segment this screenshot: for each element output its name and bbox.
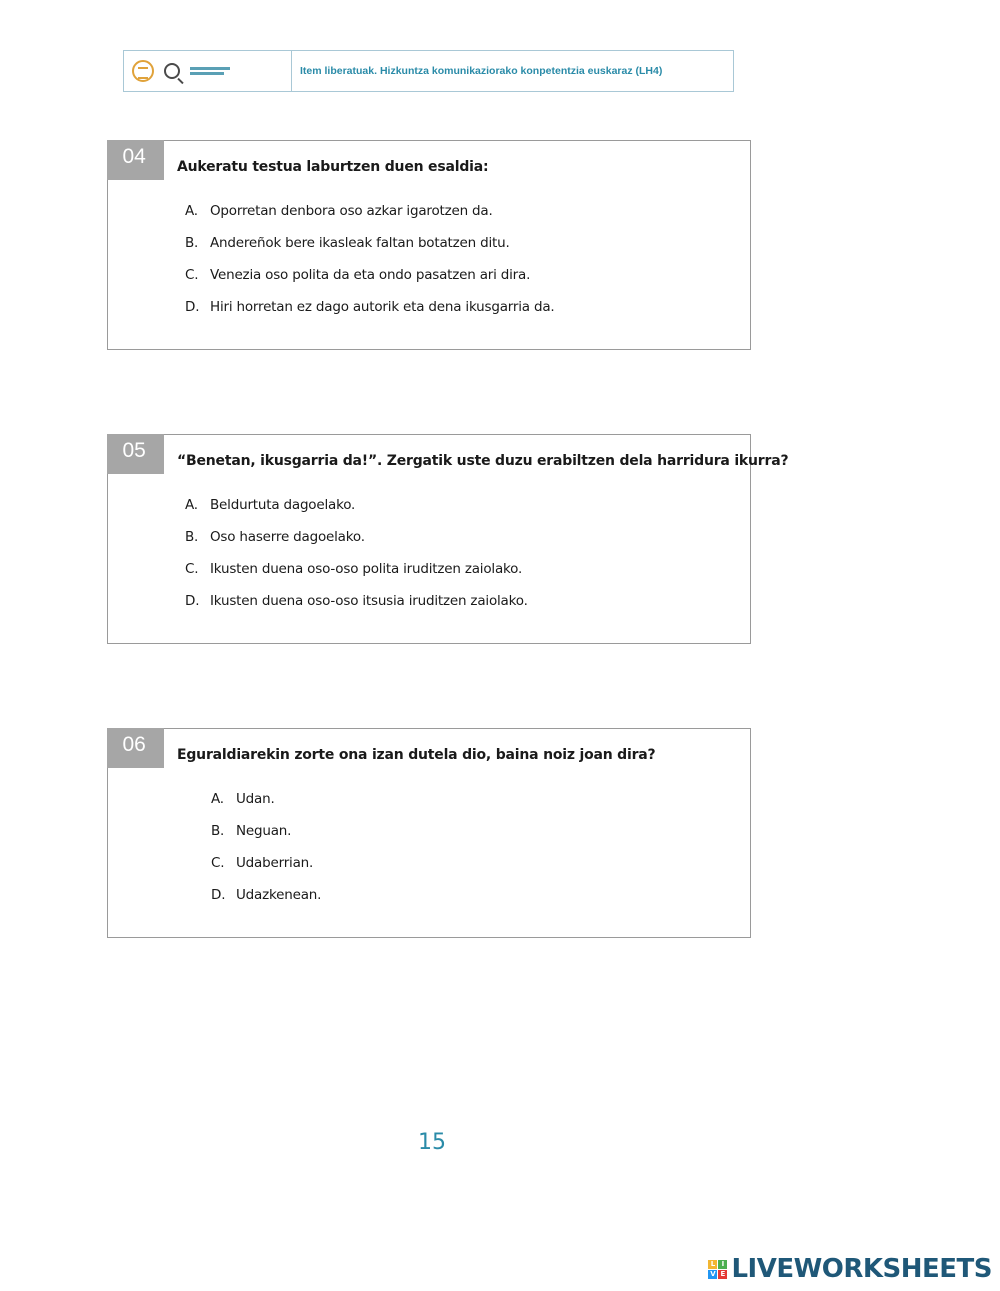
option-letter: D. — [211, 887, 226, 903]
option-letter: C. — [211, 855, 225, 871]
document-header — [123, 50, 734, 92]
answer-options — [185, 497, 528, 625]
answer-option[interactable] — [185, 235, 555, 267]
answer-option[interactable] — [211, 823, 321, 855]
option-text: Neguan. — [236, 823, 292, 839]
logo-tile: V — [710, 1269, 716, 1278]
option-letter: A. — [185, 497, 198, 513]
logo-tile: E — [718, 1270, 727, 1279]
option-letter: A. — [211, 791, 224, 807]
logo-tile: I — [718, 1260, 727, 1269]
option-text: Ikusten duena oso-oso polita iruditzen zaiolako. — [210, 561, 523, 577]
option-text: Udaberrian. — [236, 855, 314, 871]
liveworksheets-logo-icon — [708, 1260, 727, 1279]
answer-option[interactable] — [185, 267, 555, 299]
option-letter: D. — [185, 299, 200, 315]
answer-option[interactable] — [211, 791, 321, 823]
header-logos — [124, 51, 292, 91]
option-letter: A. — [185, 203, 198, 219]
page-number: 15 — [418, 1130, 446, 1155]
answer-option[interactable] — [185, 497, 528, 529]
question-number: 04 — [107, 140, 164, 180]
option-letter: B. — [185, 235, 199, 251]
option-text: Udan. — [236, 791, 275, 807]
logo-wordmark — [190, 67, 230, 75]
answer-options — [185, 203, 555, 331]
magnifier-logo-icon — [164, 63, 180, 79]
option-text: Andereñok bere ikasleak faltan botatzen ditu. — [210, 235, 510, 251]
header-title: Item liberatuak. Hizkuntza komunikaziorako konpetentzia euskaraz (LH4) — [300, 65, 663, 77]
option-text: Venezia oso polita da eta ondo pasatzen ari dira. — [210, 267, 531, 283]
option-text: Beldurtuta dagoelako. — [210, 497, 356, 513]
answer-option[interactable] — [185, 561, 528, 593]
option-text: Hiri horretan ez dago autorik eta dena ikusgarria da. — [210, 299, 555, 315]
question-text: “Benetan, ikusgarria da!”. Zergatik uste duzu erabiltzen dela harridura ikurra? — [177, 453, 789, 469]
question-block — [107, 728, 751, 938]
brand-name: LIVEWORKSHEETS — [731, 1254, 992, 1284]
option-letter: D. — [185, 593, 200, 609]
question-number: 05 — [107, 434, 164, 474]
option-text: Udazkenean. — [236, 887, 322, 903]
option-text: Ikusten duena oso-oso itsusia iruditzen zaiolako. — [210, 593, 528, 609]
option-letter: B. — [211, 823, 225, 839]
question-number: 06 — [107, 728, 164, 768]
option-letter: C. — [185, 267, 199, 283]
question-block — [107, 140, 751, 350]
answer-option[interactable] — [211, 855, 321, 887]
institution-logo-icon — [132, 60, 154, 82]
answer-option[interactable] — [185, 203, 555, 235]
question-text: Aukeratu testua laburtzen duen esaldia: — [177, 159, 489, 175]
option-text: Oso haserre dagoelako. — [210, 529, 365, 545]
option-letter: B. — [185, 529, 199, 545]
answer-option[interactable] — [185, 299, 555, 331]
option-letter: C. — [185, 561, 199, 577]
question-text: Eguraldiarekin zorte ona izan dutela dio, baina noiz joan dira? — [177, 747, 656, 763]
liveworksheets-brand[interactable] — [708, 1254, 992, 1284]
answer-options — [211, 791, 321, 919]
option-text: Oporretan denbora oso azkar igarotzen da. — [210, 203, 493, 219]
answer-option[interactable] — [185, 593, 528, 625]
question-block — [107, 434, 789, 644]
answer-option[interactable] — [211, 887, 321, 919]
logo-tile: L — [708, 1260, 717, 1269]
answer-option[interactable] — [185, 529, 528, 561]
